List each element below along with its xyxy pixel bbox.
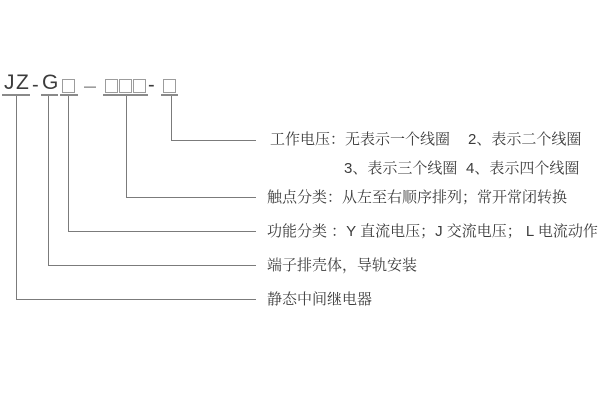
working-voltage-label-line1-right: 2、表示二个线圈 [468,131,582,148]
code-dash-1: - [32,74,39,96]
relay-type-label: 静态中间继电器 [267,291,373,308]
housing-label: 端子排壳体，导轨安装 [267,257,418,274]
function-category-label: 功能分类 ：Y 直流电压；J 交流电压； L 电流动作 [267,223,598,240]
working-voltage-label-line2-left: 3、表示三个线圈 [344,160,458,177]
code-series-label: JZ [4,71,31,94]
code-box-contact-2 [119,79,132,93]
working-voltage-label-line1-left: 工作电压：无表示一个线圈 [270,131,451,148]
leader-line-working-voltage [171,96,256,141]
code-dash-2: — [84,79,96,93]
code-mount-label: G [42,71,59,94]
code-box-function [62,79,75,93]
working-voltage-label-line2-right: 4、表示四个线圈 [466,160,580,177]
code-box-contact-3 [133,79,146,93]
code-box-contact-1 [105,79,118,93]
code-dash-3: - [148,74,155,96]
contact-category-label: 触点分类：从左至右顺序排列；常开常闭转换 [267,189,568,206]
code-box-working-voltage [163,79,176,93]
